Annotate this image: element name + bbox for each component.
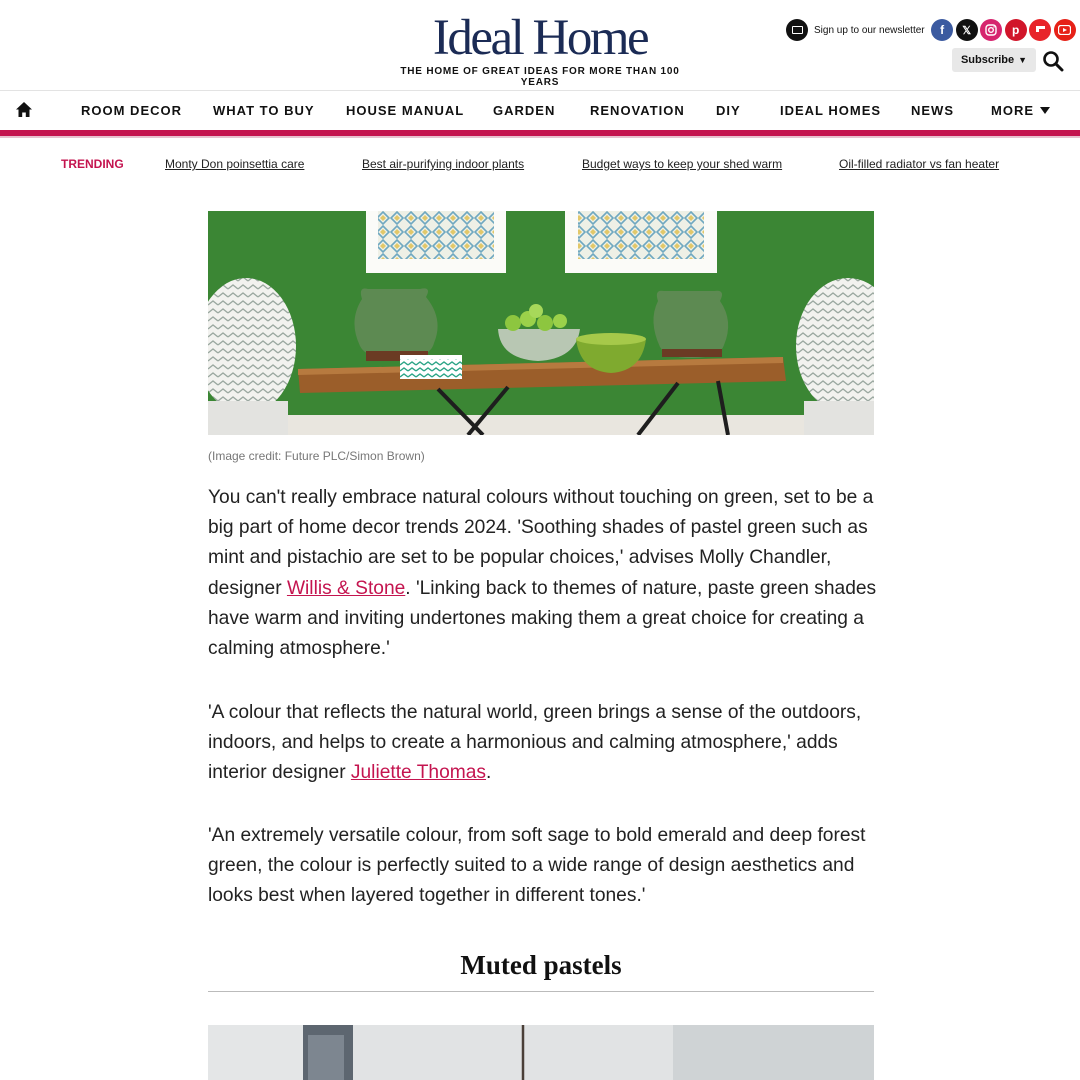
article-image-muted-pastels	[208, 1025, 874, 1080]
nav-ideal-homes[interactable]: IDEAL HOMES	[780, 103, 882, 118]
nav-renovation[interactable]: RENOVATION	[590, 103, 685, 118]
article-paragraph-3: 'An extremely versatile colour, from soft sage to bold emerald and deep forest green, the colour is perfectly suited to a wide range of design aesthetics and looks best when layered together in different tones.'	[208, 825, 866, 907]
willis-stone-link[interactable]: Willis & Stone	[286, 577, 406, 599]
trending-link[interactable]: Oil-filled radiator vs fan heater	[839, 157, 1000, 171]
tagline: THE HOME OF GREAT IDEAS FOR MORE THAN 100 YEARS	[400, 66, 680, 88]
site-header	[0, 0, 1080, 90]
nav-more-label: MORE	[991, 103, 1034, 118]
nav-house-manual[interactable]: HOUSE MANUAL	[346, 103, 465, 118]
facebook-icon[interactable]: f	[931, 19, 953, 41]
paragraph-text: .	[486, 762, 492, 784]
trending-link[interactable]: Best air-purifying indoor plants	[362, 157, 525, 171]
section-heading: Muted pastels	[460, 950, 622, 980]
article-image-green-room	[208, 211, 874, 435]
nav-accent-shadow	[0, 136, 1080, 138]
section-divider	[208, 991, 874, 992]
caret-down-icon	[1040, 107, 1050, 114]
image-credit: (Image credit: Future PLC/Simon Brown)	[208, 449, 425, 463]
nav-room-decor[interactable]: ROOM DECOR	[81, 103, 182, 118]
article-paragraph-1	[208, 483, 880, 664]
home-icon[interactable]	[14, 100, 34, 120]
main-nav	[0, 90, 1080, 130]
green-room-illustration	[208, 211, 874, 435]
mail-icon[interactable]	[786, 19, 808, 41]
search-icon[interactable]	[1042, 50, 1064, 72]
newsletter-bar	[786, 19, 1076, 41]
site-logo[interactable]	[380, 12, 700, 88]
muted-room-illustration	[208, 1025, 874, 1080]
paragraph-text: You can't really embrace natural colours without touching on green, set to be a big part of home decor trends 2024. 'Soothing shades of pastel green such as mint and pistachio are set to be popular choices,' advises Molly Chandler, designer	[208, 487, 874, 599]
article-paragraph-2	[208, 698, 880, 789]
nav-news[interactable]: NEWS	[911, 103, 954, 118]
trending-bar	[0, 156, 1080, 174]
instagram-icon[interactable]	[980, 19, 1002, 41]
nav-what-to-buy[interactable]: WHAT TO BUY	[213, 103, 315, 118]
subscribe-button[interactable]	[952, 48, 1036, 72]
x-icon[interactable]: 𝕏	[956, 19, 978, 41]
chevron-down-icon: ▼	[1018, 55, 1028, 65]
juliette-thomas-link[interactable]: Juliette Thomas	[350, 762, 487, 784]
nav-garden[interactable]: GARDEN	[493, 103, 556, 118]
paragraph-text: . 'Linking back to themes of nature, paste green shades have warm and inviting undertones making them a great choice for creating a calming atmosphere.'	[208, 577, 877, 660]
nav-diy[interactable]: DIY	[716, 103, 741, 118]
trending-label: TRENDING	[61, 157, 124, 171]
nav-more[interactable]	[991, 103, 1050, 118]
paragraph-text: 'A colour that reflects the natural world, green brings a sense of the outdoors, indoors, and helps to create a harmonious and calming atmosphere,' adds interior designer	[208, 702, 862, 784]
trending-link[interactable]: Monty Don poinsettia care	[165, 157, 305, 171]
newsletter-link[interactable]: Sign up to our newsletter	[814, 24, 925, 36]
logo-text[interactable]: Ideal Home	[432, 10, 648, 66]
trending-link[interactable]: Budget ways to keep your shed warm	[582, 157, 783, 171]
youtube-icon[interactable]	[1054, 19, 1076, 41]
subscribe-label: Subscribe	[960, 54, 1015, 66]
pinterest-icon[interactable]: p	[1005, 19, 1027, 41]
flipboard-icon[interactable]	[1029, 19, 1051, 41]
